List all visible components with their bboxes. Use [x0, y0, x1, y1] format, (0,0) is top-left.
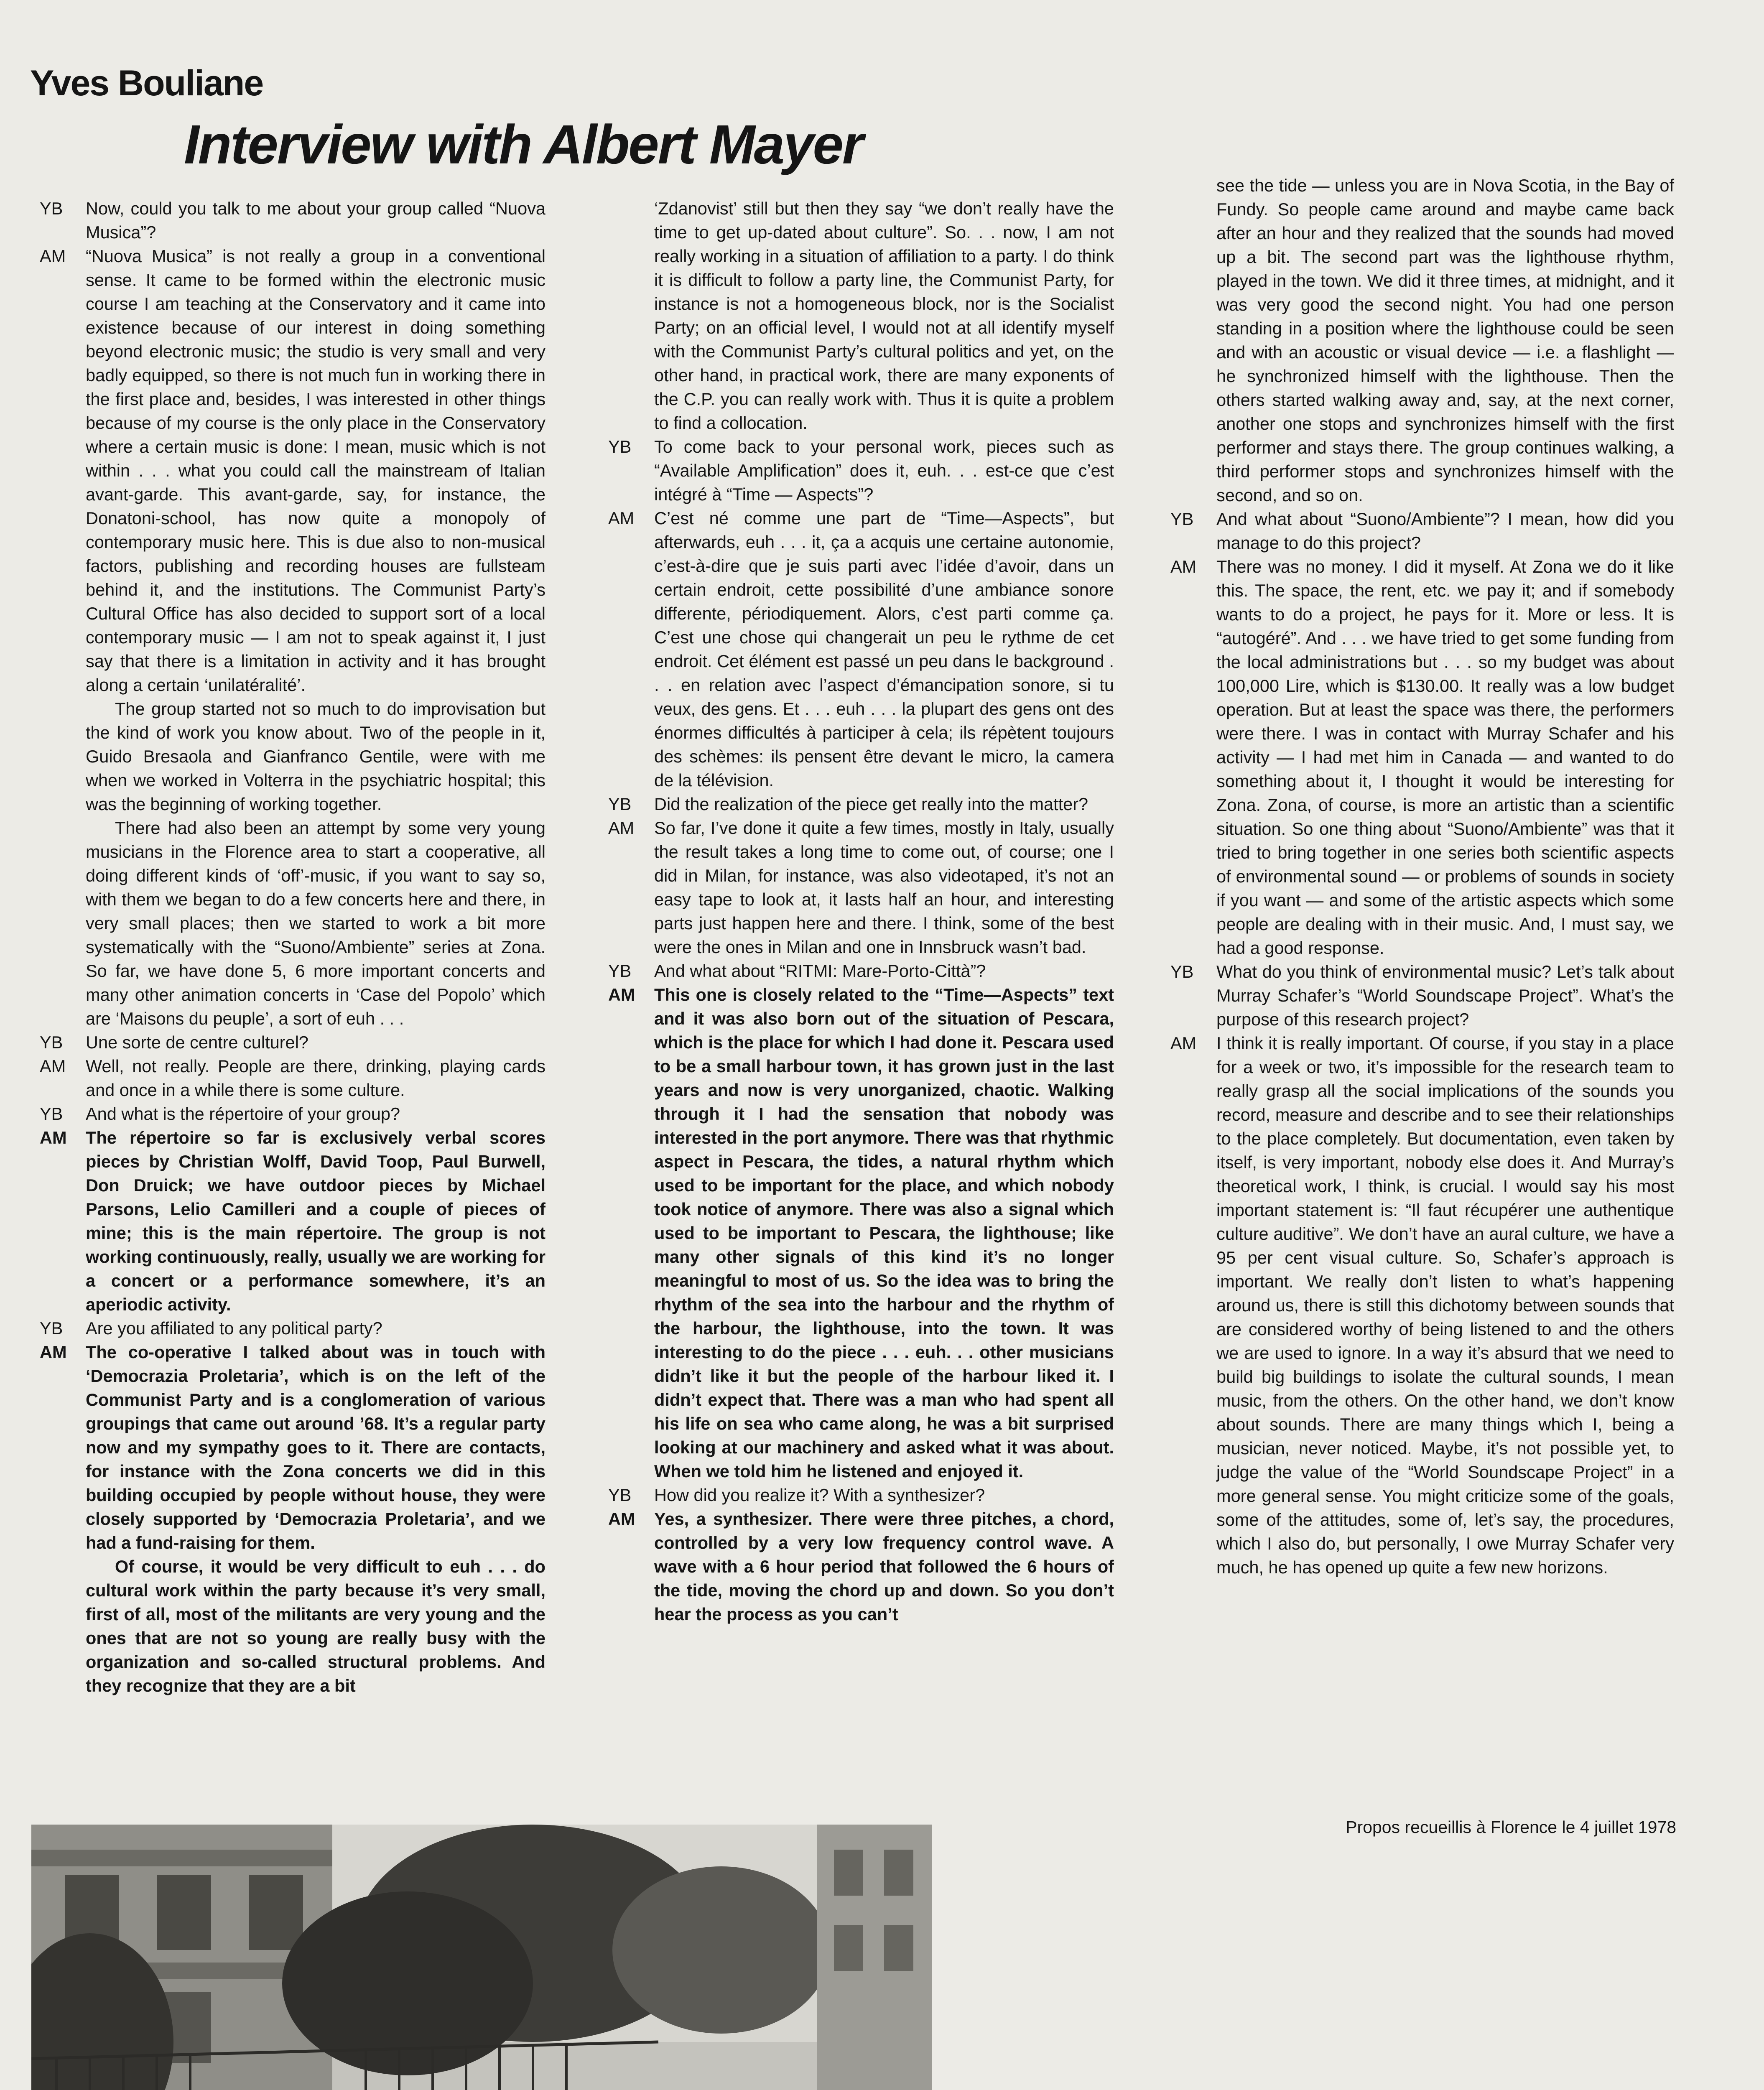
paragraph: [608, 1483, 1114, 1507]
paragraph-text: The répertoire so far is exclusively verbal scores pieces by Christian Wolff, David Toop, Paul Burwell, Don Druick; we have outdoor pieces by Michael Parsons, Lelio Camilleri and a couple of pieces of mine; this is the main répertoire. The group is not working continuously, really, usually we are working for a concert or a performance somewhere, it’s an aperiodic activity.: [86, 1128, 546, 1314]
speaker: AM: [40, 246, 66, 266]
paragraph: Of course, it would be very difficult to euh . . . do cultural work within the party because it’s very small, first of all, most of the militants are very young and the ones that are not so young are really busy with the organization and so-called structural problems. And they recognize that they are a bit: [86, 1557, 546, 1695]
article-title: Interview with Albert Mayer: [184, 114, 863, 175]
paragraph: [40, 1102, 546, 1126]
paragraph: [1170, 960, 1674, 1031]
paragraph-text: Well, not really. People are there, drinking, playing cards and once in a while there is some culture.: [86, 1056, 546, 1100]
speaker: YB: [40, 1032, 63, 1052]
author-name: Yves Bouliane: [30, 63, 263, 103]
paragraph: [608, 959, 1114, 983]
paragraph-text: This one is closely related to the “Time—Aspects” text and it was also born out of the situation of Pescara, which is the place for which I had done it. Pescara used to be a small harbour town, it has grown just in the last years and now is very unorganized, chaotic. Walking through it I had the sensation that nobody was interested in the port anymore. There was that rhythmic aspect in Pescara, the tides, a natural rhythm which used to be important for the place, and which nobody took notice of anymore. There was also a signal which used to be important to Pescara, the lighthouse; like many other signals of this kind it’s no longer meaningful to most of us. So the idea was to bring the rhythm of the sea into the harbour and the rhythm of the harbour, the lighthouse, into the town. It was interesting to do the piece . . . euh. . . other musicians didn’t like it but the people of the harbour liked it. I didn’t expect that. There was a man who had spent all his life on sea who came along, he was a bit surprised looking at our machinery and asked what it was about. When we told him he listened and enjoyed it.: [654, 985, 1114, 1481]
paragraph: [608, 792, 1114, 816]
paragraph-text: C’est né comme une part de “Time—Aspects”, but afterwards, euh . . . it, ça a acquis une certaine autonomie, c’est-à-dire que je suis parti avec l’idée d’avoir, dans un certain endroit, cette possibilité d’une ambiance sonore differente, périodiquement. Alors, c’est parti comme ça. C’est une chose qui changerait un peu le rythme de cet endroit. Cet élément est passé un peu dans le background . . . en relation avec l’aspect d’émancipation sonore, si tu veux, des gens. Et . . . euh . . . la plupart des gens ont des énormes difficultés à participer à cela; ils répètent toujours des schèmes: ils pensent être devant le micro, la camera de la télévision.: [654, 508, 1114, 790]
speaker: YB: [608, 794, 632, 814]
photo-illustration: [31, 1825, 932, 2090]
speaker: YB: [40, 1104, 63, 1124]
paragraph: [1170, 507, 1674, 555]
paragraph-text: The co-operative I talked about was in touch with ‘Democrazia Proletaria’, which is on the left of the Communist Party and is a conglomeration of various groupings that came out around ’68. It’s a regular party now and my sympathy goes to it. There are contacts, for instance with the Zona concerts we did in this building occupied by people without house, they were closely supported by ‘Democrazia Proletaria’, and we had a fund-raising for them.: [86, 1342, 546, 1552]
paragraph: [1170, 173, 1674, 507]
interview-credit: Propos recueillis à Florence le 4 juillet 1978: [1346, 1817, 1676, 1837]
paragraph: [40, 1054, 546, 1102]
column-1: [40, 196, 546, 1697]
paragraph: [40, 1126, 546, 1316]
paragraph-text: So far, I’ve done it quite a few times, mostly in Italy, usually the result takes a long time to come out, of course; one I did in Milan, for instance, was also videotaped, it’s not an easy tape to look at, it lasts half an hour, and interesting parts just happen here and there. I think, some of the best were the ones in Milan and one in Innsbruck wasn’t bad.: [654, 818, 1114, 957]
paragraph-text: Une sorte de centre culturel?: [86, 1032, 308, 1052]
paragraph-text: see the tide — unless you are in Nova Scotia, in the Bay of Fundy. So people came around and maybe came back after an hour and they realized that the sounds had moved up a bit. The second part was the lighthouse rhythm, played in the town. We did it three times, at midnight, and it was very good the second night. You had one person standing in a position where the lighthouse could be seen and with an acoustic or visual device — i.e. a flashlight — he synchronized himself with the lighthouse. Then the others started walking away and, say, at the next corner, another one stops and synchronizes himself with the first performer and stays there. The group continues walking, a third performer stops and synchronizes himself with the second, and so on.: [1216, 176, 1674, 505]
paragraph-text: There was no money. I did it myself. At Zona we do it like this. The space, the rent, etc. we pay it; and if somebody wants to do a project, he pays for it. More or less. It is “autogéré”. And . . . we have tried to get some funding from the local administrations but . . . so my budget was about 100,000 Lire, which is $130.00. It really was a low budget operation. But at least the space was there, the performers were there. I was in contact with Murray Schafer and his activity — I had met him in Canada — and wanted to do something about it, I thought it would be interesting for Zona. Zona, of course, is more an artistic than a scientific situation. So one thing about “Suono/Ambiente” was that it tried to bring together in one series both scientific aspects of environmental sound — or problems of sounds in society if you want — and some of the artistic aspects which some people are dealing with in their music. And, I must say, we had a good response.: [1216, 557, 1674, 958]
speaker: YB: [40, 1318, 63, 1338]
paragraph: There had also been an attempt by some very young musicians in the Florence area to start a cooperative, all doing different kinds of ‘off’-music, if you want to say so, with them we began to do a few concerts here and there, in very small places; then we started to work a bit more systematically with the “Suono/Ambiente” series at Zona. So far, we have done 5, 6 more important concerts and many other animation concerts in ‘Case del Popolo’ which are ‘Maisons du peuple’, a sort of euh . . .: [86, 818, 546, 1028]
speaker: YB: [608, 437, 632, 456]
speaker: AM: [608, 508, 635, 528]
speaker: YB: [608, 1485, 632, 1505]
paragraph-text: Did the realization of the piece get really into the matter?: [654, 794, 1088, 814]
column-2: [608, 196, 1114, 1626]
paragraph: [608, 816, 1114, 959]
speaker: AM: [40, 1342, 67, 1362]
paragraph-text: And what is the répertoire of your group?: [86, 1104, 400, 1124]
paragraph-text: Are you affiliated to any political party?: [86, 1318, 382, 1338]
paragraph: [1170, 1031, 1674, 1579]
paragraph-text: How did you realize it? With a synthesizer?: [654, 1485, 985, 1505]
paragraph-text: Now, could you talk to me about your group called “Nuova Musica”?: [86, 199, 546, 242]
paragraph: [608, 1507, 1114, 1626]
paragraph-text: And what about “Suono/Ambiente”? I mean, how did you manage to do this project?: [1216, 509, 1674, 553]
paragraph: [40, 196, 546, 244]
speaker: YB: [608, 961, 632, 981]
speaker: AM: [1170, 1033, 1197, 1053]
paragraph-text: ‘Zdanovist’ still but then they say “we don’t really have the time to get up-dated about culture”. So. . . now, I am not really working in a situation of affiliation to a party. I do think it is difficult to follow a party line, the Communist Party, for instance is not a homogeneous block, nor is the Socialist Party; on an official level, I would not at all identify myself with the Communist Party’s cultural politics and yet, on the other hand, in practical work, there are many exponents of the C.P. you can really work with. Thus it is quite a problem to find a collocation.: [654, 199, 1114, 433]
paragraph: [40, 1340, 546, 1555]
photo-performer-with-car: [31, 1825, 932, 2090]
column-3: [1170, 173, 1674, 1579]
paragraph: [608, 435, 1114, 506]
paragraph: [608, 506, 1114, 792]
paragraph-text: And what about “RITMI: Mare-Porto-Città”?: [654, 961, 986, 981]
speaker: AM: [608, 1509, 635, 1529]
speaker: AM: [40, 1056, 66, 1076]
paragraph: [608, 196, 1114, 435]
paragraph-text: I think it is really important. Of course, if you stay in a place for a week or two, it’s impossible for the research team to really grasp all the social implications of the sounds you record, measure and describe and to see their relationships to the place completely. But documentation, even taken by itself, is very important, nobody else does it. And Murray’s theoretical work, I think, is crucial. I would say his most important statement is: “Il faut récupérer une authentique culture auditive”. We don’t have an aural culture, we have a 95 per cent visual culture. So, Schafer’s approach is important. We really don’t listen to what’s happening around us, there is still this dichotomy between sounds that are considered worthy of being listened to and the others we are used to ignore. In a way it’s absurd that we need to build big buildings to isolate the cultural sounds, I mean music, from the others. On the other hand, we don’t know about sounds. There are many things which I, being a musician, never noticed. Maybe, it’s not possible yet, to judge the value of the “World Soundscape Project” in a more general sense. You might criticize some of the goals, some of the attitudes, some of, let’s say, the procedures, which I also do, but personally, I owe Murray Schafer very much, he has opened up quite a few new horizons.: [1216, 1033, 1674, 1577]
paragraph-text: Yes, a synthesizer. There were three pitches, a chord, controlled by a very low frequency control wave. A wave with a 6 hour period that followed the 6 hours of the tide, moving the chord up and down. So you don’t hear the process as you can’t: [654, 1509, 1114, 1624]
speaker: AM: [1170, 557, 1197, 576]
paragraph: [40, 244, 546, 697]
paragraph: [40, 1316, 546, 1340]
paragraph: [40, 1030, 546, 1054]
speaker: YB: [1170, 509, 1194, 529]
paragraph: The group started not so much to do improvisation but the kind of work you know about. Two of the people in it, Guido Bresaola and Gianfranco Gentile, were with me when we worked in Volterra in the psychiatric hospital; this was the beginning of working together.: [86, 699, 546, 814]
speaker: AM: [40, 1128, 67, 1147]
speaker: YB: [1170, 962, 1194, 981]
paragraph: [1170, 555, 1674, 960]
speaker: AM: [608, 985, 635, 1004]
speaker: AM: [608, 818, 635, 838]
paragraph-text: To come back to your personal work, pieces such as “Available Amplification” does it, euh. . . est-ce que c’est intégré à “Time — Aspects”?: [654, 437, 1114, 504]
paragraph-text: What do you think of environmental music? Let’s talk about Murray Schafer’s “World Soundscape Project”. What’s the purpose of this research project?: [1216, 962, 1674, 1029]
paragraph: [608, 983, 1114, 1483]
paragraph-text: “Nuova Musica” is not really a group in a conventional sense. It came to be formed within the electronic music course I am teaching at the Conservatory and it came into existence because of our interest in doing something beyond electronic music; the studio is very small and very badly equipped, so there is not much fun in working there in the first place and, besides, I was interested in other things because of my course is the only place in the Conservatory where a certain music is done: I mean, music which is not within . . . what you could call the mainstream of Italian avant-garde. This avant-garde, say, for instance, the Donatoni-school, has now quite a monopoly of contemporary music here. This is due also to non-musical factors, publishing and recording houses are fullsteam behind it, and the institutions. The Communist Party’s Cultural Office has also decided to support sort of a local contemporary music — I am not to speak against it, I just say that there is a limitation in activity and it has brought along a certain ‘unilatéralité’.: [86, 246, 546, 695]
speaker: YB: [40, 199, 63, 218]
